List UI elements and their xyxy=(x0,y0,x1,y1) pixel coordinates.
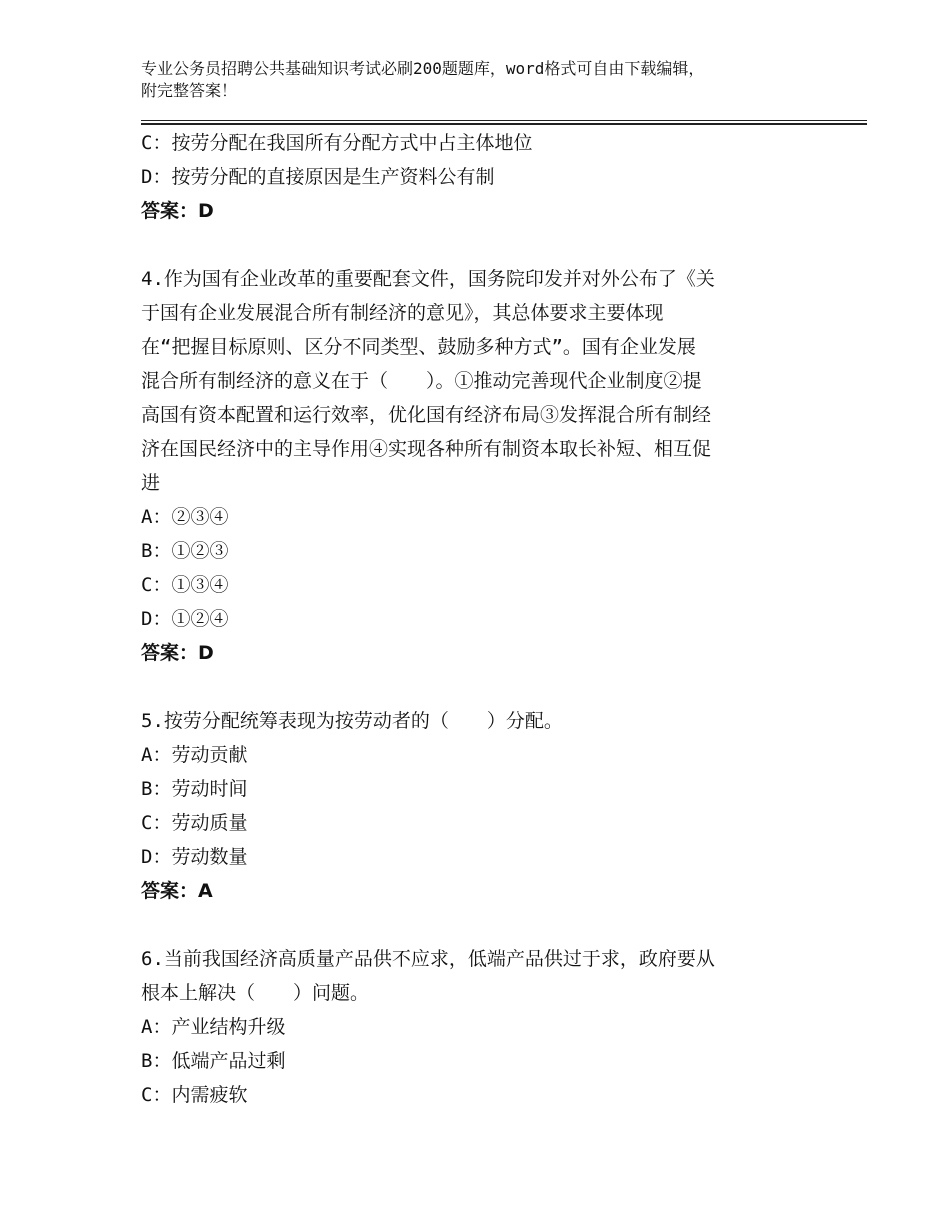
question-4 xyxy=(141,262,801,670)
question-stem-line: 高国有资本配置和运行效率，优化国有经济布局③发挥混合所有制经 xyxy=(141,404,712,426)
option-c: C：①③④ xyxy=(141,574,229,596)
option-c: C：按劳分配在我国所有分配方式中占主体地位 xyxy=(141,132,533,154)
option-a: A：产业结构升级 xyxy=(141,1016,286,1038)
question-stem-line: 进 xyxy=(141,472,161,494)
option-a: A：劳动贡献 xyxy=(141,744,248,766)
option-a: A：②③④ xyxy=(141,506,229,528)
option-d: D：劳动数量 xyxy=(141,846,248,868)
question-stem-line: 6.当前我国经济高质量产品供不应求，低端产品供过于求，政府要从 xyxy=(141,948,715,970)
answer-label: 答案：D xyxy=(141,200,214,222)
header-line-2: 附完整答案！ xyxy=(141,81,238,100)
question-stem-line: 于国有企业发展混合所有制经济的意见》，其总体要求主要体现 xyxy=(141,302,664,324)
option-d: D：①②④ xyxy=(141,608,229,630)
option-d: D：按劳分配的直接原因是生产资料公有制 xyxy=(141,166,495,188)
question-stem-line: 混合所有制经济的意义在于（ ）。①推动完善现代企业制度②提 xyxy=(141,370,702,392)
option-c: C：内需疲软 xyxy=(141,1084,248,1106)
option-b: B：①②③ xyxy=(141,540,229,562)
question-stem-line: 在“把握目标原则、区分不同类型、鼓励多种方式”。国有企业发展 xyxy=(141,336,696,358)
answer-label: 答案：A xyxy=(141,880,213,902)
prev-question-block xyxy=(141,126,801,228)
question-stem-line: 根本上解决（ ）问题。 xyxy=(141,982,370,1004)
question-5 xyxy=(141,704,801,908)
page-header xyxy=(141,58,821,102)
spacer xyxy=(141,908,801,942)
document-body xyxy=(141,126,801,1112)
question-stem-line: 4.作为国有企业改革的重要配套文件，国务院印发并对外公布了《关 xyxy=(141,268,715,290)
header-divider xyxy=(141,120,867,125)
question-stem-line: 济在国民经济中的主导作用④实现各种所有制资本取长补短、相互促 xyxy=(141,438,712,460)
option-b: B：劳动时间 xyxy=(141,778,248,800)
option-c: C：劳动质量 xyxy=(141,812,248,834)
answer-label: 答案：D xyxy=(141,642,214,664)
spacer xyxy=(141,228,801,262)
question-stem-line: 5.按劳分配统筹表现为按劳动者的（ ）分配。 xyxy=(141,710,563,732)
header-line-1: 专业公务员招聘公共基础知识考试必刷200题题库，word格式可自由下载编辑， xyxy=(141,59,705,78)
spacer xyxy=(141,670,801,704)
option-b: B：低端产品过剩 xyxy=(141,1050,286,1072)
question-6 xyxy=(141,942,801,1112)
